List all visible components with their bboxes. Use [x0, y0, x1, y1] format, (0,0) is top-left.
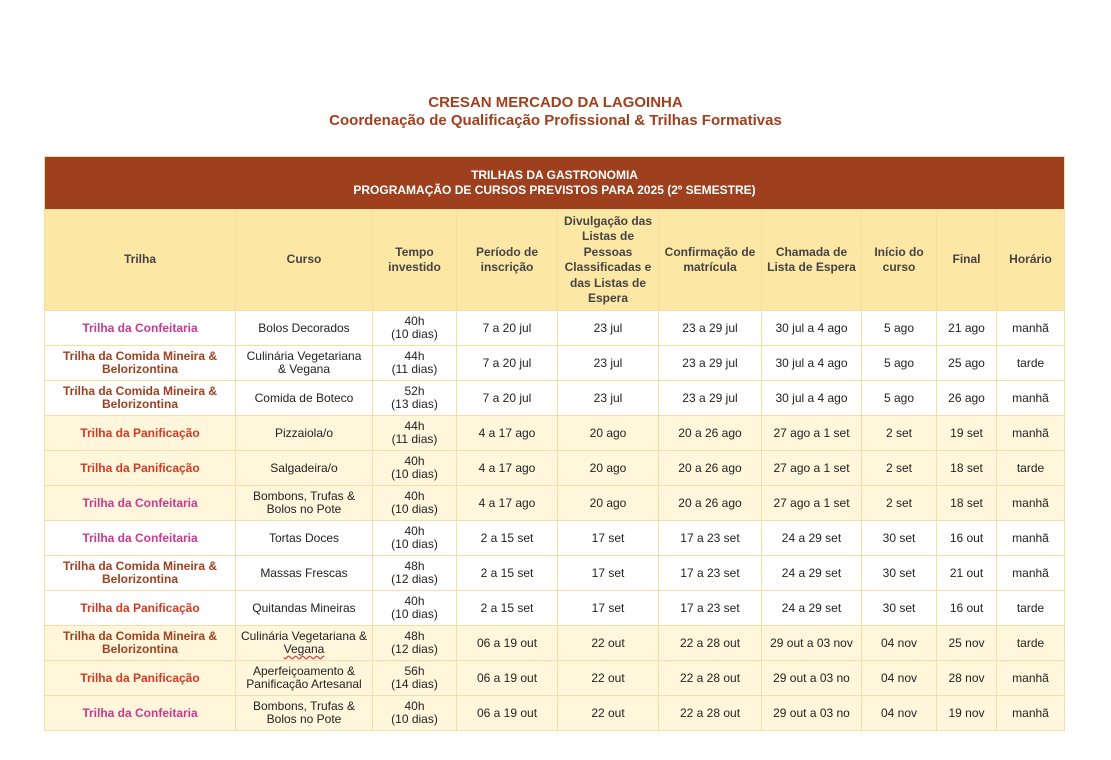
cell-divulgacao: 22 out	[558, 661, 659, 696]
cell-tempo: 56h (14 dias)	[373, 661, 457, 696]
cell-periodo: 2 a 15 set	[457, 521, 558, 556]
table-row	[45, 311, 1065, 346]
table-row	[45, 521, 1065, 556]
cell-trilha: Trilha da Panificação	[45, 451, 236, 486]
cell-inicio: 30 set	[862, 521, 937, 556]
col-header-inicio: Início do curso	[862, 210, 937, 311]
table-row	[45, 416, 1065, 451]
table-row	[45, 556, 1065, 591]
table-row	[45, 696, 1065, 731]
cell-chamada: 30 jul a 4 ago	[762, 346, 862, 381]
cell-divulgacao: 23 jul	[558, 346, 659, 381]
cell-confirmacao: 23 a 29 jul	[659, 381, 762, 416]
cell-chamada: 27 ago a 1 set	[762, 416, 862, 451]
cell-final: 19 set	[937, 416, 997, 451]
cell-curso: Comida de Boteco	[236, 381, 373, 416]
cell-final: 28 nov	[937, 661, 997, 696]
cell-divulgacao: 20 ago	[558, 451, 659, 486]
cell-periodo: 4 a 17 ago	[457, 486, 558, 521]
cell-chamada: 24 a 29 set	[762, 521, 862, 556]
cell-curso: Massas Frescas	[236, 556, 373, 591]
cell-periodo: 7 a 20 jul	[457, 381, 558, 416]
cell-tempo: 52h (13 dias)	[373, 381, 457, 416]
cell-confirmacao: 22 a 28 out	[659, 626, 762, 661]
banner-title: TRILHAS DA GASTRONOMIA	[471, 168, 638, 182]
cell-periodo: 7 a 20 jul	[457, 346, 558, 381]
cell-trilha: Trilha da Panificação	[45, 591, 236, 626]
col-header-tempo: Tempo investido	[373, 210, 457, 311]
cell-horario: tarde	[997, 591, 1065, 626]
cell-tempo: 40h (10 dias)	[373, 521, 457, 556]
table-banner	[45, 157, 1065, 210]
cell-horario: manhã	[997, 661, 1065, 696]
cell-inicio: 2 set	[862, 416, 937, 451]
cell-trilha: Trilha da Confeitaria	[45, 486, 236, 521]
cell-inicio: 2 set	[862, 451, 937, 486]
table-row	[45, 451, 1065, 486]
cell-confirmacao: 17 a 23 set	[659, 521, 762, 556]
cell-chamada: 29 out a 03 no	[762, 696, 862, 731]
cell-divulgacao: 17 set	[558, 556, 659, 591]
cell-divulgacao: 20 ago	[558, 416, 659, 451]
cell-horario: manhã	[997, 311, 1065, 346]
cell-periodo: 4 a 17 ago	[457, 451, 558, 486]
cell-periodo: 06 a 19 out	[457, 626, 558, 661]
cell-inicio: 2 set	[862, 486, 937, 521]
cell-confirmacao: 17 a 23 set	[659, 591, 762, 626]
cell-tempo: 48h (12 dias)	[373, 626, 457, 661]
table-row	[45, 486, 1065, 521]
cell-horario: tarde	[997, 346, 1065, 381]
cell-tempo: 40h (10 dias)	[373, 591, 457, 626]
document-heading	[0, 94, 1111, 130]
col-header-confirmacao: Confirmação de matrícula	[659, 210, 762, 311]
cell-divulgacao: 17 set	[558, 521, 659, 556]
cell-curso: Quitandas Mineiras	[236, 591, 373, 626]
cell-inicio: 30 set	[862, 556, 937, 591]
cell-inicio: 04 nov	[862, 661, 937, 696]
col-header-divulgacao: Divulgação das Listas de Pessoas Classificadas e das Listas de Espera	[558, 210, 659, 311]
cell-periodo: 06 a 19 out	[457, 661, 558, 696]
cell-chamada: 24 a 29 set	[762, 591, 862, 626]
cell-trilha: Trilha da Confeitaria	[45, 521, 236, 556]
cell-chamada: 29 out a 03 no	[762, 661, 862, 696]
cell-tempo: 44h (11 dias)	[373, 346, 457, 381]
cell-trilha: Trilha da Comida Mineira & Belorizontina	[45, 346, 236, 381]
cell-final: 21 out	[937, 556, 997, 591]
cell-trilha: Trilha da Comida Mineira & Belorizontina	[45, 381, 236, 416]
cell-periodo: 2 a 15 set	[457, 556, 558, 591]
course-schedule-table	[44, 156, 1065, 731]
cell-trilha: Trilha da Panificação	[45, 661, 236, 696]
column-header-row	[45, 210, 1065, 311]
cell-horario: manhã	[997, 486, 1065, 521]
cell-trilha: Trilha da Confeitaria	[45, 311, 236, 346]
cell-final: 16 out	[937, 521, 997, 556]
col-header-trilha: Trilha	[45, 210, 236, 311]
cell-final: 21 ago	[937, 311, 997, 346]
cell-trilha: Trilha da Comida Mineira & Belorizontina	[45, 556, 236, 591]
cell-horario: manhã	[997, 556, 1065, 591]
cell-tempo: 40h (10 dias)	[373, 486, 457, 521]
cell-tempo: 40h (10 dias)	[373, 311, 457, 346]
cell-chamada: 27 ago a 1 set	[762, 451, 862, 486]
cell-final: 18 set	[937, 486, 997, 521]
cell-horario: manhã	[997, 381, 1065, 416]
cell-trilha: Trilha da Comida Mineira & Belorizontina	[45, 626, 236, 661]
cell-confirmacao: 17 a 23 set	[659, 556, 762, 591]
col-header-curso: Curso	[236, 210, 373, 311]
cell-inicio: 5 ago	[862, 311, 937, 346]
cell-final: 16 out	[937, 591, 997, 626]
table-row	[45, 591, 1065, 626]
cell-periodo: 4 a 17 ago	[457, 416, 558, 451]
cell-confirmacao: 20 a 26 ago	[659, 451, 762, 486]
cell-divulgacao: 22 out	[558, 626, 659, 661]
cell-horario: manhã	[997, 696, 1065, 731]
cell-periodo: 06 a 19 out	[457, 696, 558, 731]
cell-confirmacao: 23 a 29 jul	[659, 346, 762, 381]
table-row	[45, 661, 1065, 696]
table-row	[45, 346, 1065, 381]
cell-tempo: 44h (11 dias)	[373, 416, 457, 451]
cell-divulgacao: 17 set	[558, 591, 659, 626]
col-header-final: Final	[937, 210, 997, 311]
cell-final: 25 ago	[937, 346, 997, 381]
cell-horario: manhã	[997, 521, 1065, 556]
cell-curso: Bolos Decorados	[236, 311, 373, 346]
cell-confirmacao: 22 a 28 out	[659, 696, 762, 731]
table-row	[45, 381, 1065, 416]
cell-chamada: 27 ago a 1 set	[762, 486, 862, 521]
banner-subtitle: PROGRAMAÇÃO DE CURSOS PREVISTOS PARA 2025 (2º SEMESTRE)	[353, 183, 756, 197]
col-header-periodo: Período de inscrição	[457, 210, 558, 311]
cell-final: 25 nov	[937, 626, 997, 661]
cell-chamada: 30 jul a 4 ago	[762, 311, 862, 346]
cell-chamada: 29 out a 03 nov	[762, 626, 862, 661]
cell-curso: Culinária Vegetariana & Vegana	[236, 626, 373, 661]
cell-confirmacao: 23 a 29 jul	[659, 311, 762, 346]
document-title: CRESAN MERCADO DA LAGOINHA	[428, 94, 683, 111]
cell-periodo: 7 a 20 jul	[457, 311, 558, 346]
cell-trilha: Trilha da Panificação	[45, 416, 236, 451]
cell-divulgacao: 23 jul	[558, 381, 659, 416]
cell-inicio: 04 nov	[862, 696, 937, 731]
cell-curso: Bombons, Trufas & Bolos no Pote	[236, 696, 373, 731]
cell-chamada: 24 a 29 set	[762, 556, 862, 591]
cell-curso: Aperfeiçoamento & Panificação Artesanal	[236, 661, 373, 696]
cell-horario: manhã	[997, 416, 1065, 451]
cell-final: 19 nov	[937, 696, 997, 731]
cell-curso: Culinária Vegetariana & Vegana	[236, 346, 373, 381]
cell-confirmacao: 22 a 28 out	[659, 661, 762, 696]
col-header-chamada: Chamada de Lista de Espera	[762, 210, 862, 311]
cell-curso: Salgadeira/o	[236, 451, 373, 486]
cell-tempo: 40h (10 dias)	[373, 451, 457, 486]
cell-tempo: 40h (10 dias)	[373, 696, 457, 731]
cell-inicio: 5 ago	[862, 381, 937, 416]
cell-periodo: 2 a 15 set	[457, 591, 558, 626]
cell-inicio: 5 ago	[862, 346, 937, 381]
cell-curso: Bombons, Trufas & Bolos no Pote	[236, 486, 373, 521]
cell-curso: Pizzaiola/o	[236, 416, 373, 451]
cell-curso: Tortas Doces	[236, 521, 373, 556]
cell-divulgacao: 23 jul	[558, 311, 659, 346]
document-subtitle: Coordenação de Qualificação Profissional & Trilhas Formativas	[329, 112, 782, 129]
cell-tempo: 48h (12 dias)	[373, 556, 457, 591]
cell-inicio: 30 set	[862, 591, 937, 626]
cell-final: 26 ago	[937, 381, 997, 416]
cell-confirmacao: 20 a 26 ago	[659, 486, 762, 521]
cell-inicio: 04 nov	[862, 626, 937, 661]
cell-horario: tarde	[997, 451, 1065, 486]
cell-trilha: Trilha da Confeitaria	[45, 696, 236, 731]
table-row	[45, 626, 1065, 661]
cell-confirmacao: 20 a 26 ago	[659, 416, 762, 451]
cell-chamada: 30 jul a 4 ago	[762, 381, 862, 416]
cell-divulgacao: 22 out	[558, 696, 659, 731]
cell-divulgacao: 20 ago	[558, 486, 659, 521]
col-header-horario: Horário	[997, 210, 1065, 311]
cell-final: 18 set	[937, 451, 997, 486]
cell-horario: tarde	[997, 626, 1065, 661]
